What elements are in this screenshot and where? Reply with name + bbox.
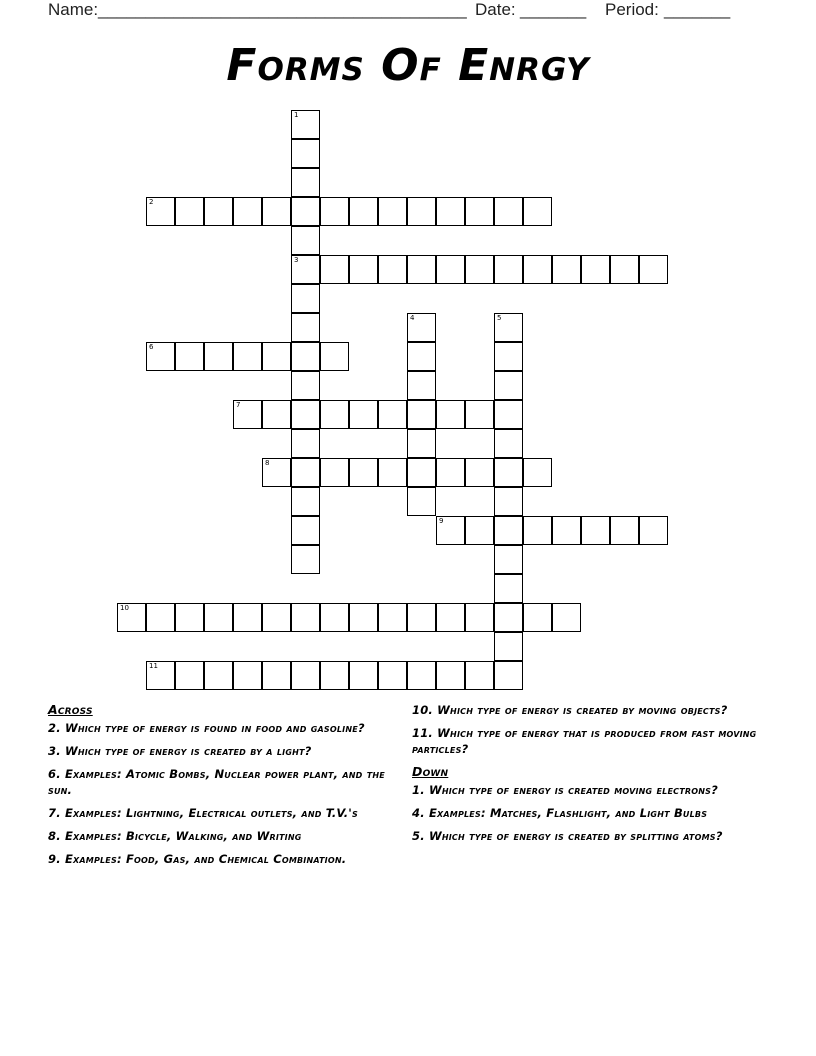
grid-cell[interactable] bbox=[262, 400, 291, 429]
grid-cell[interactable] bbox=[465, 255, 494, 284]
grid-cell[interactable] bbox=[552, 603, 581, 632]
grid-cell[interactable] bbox=[639, 255, 668, 284]
grid-cell[interactable] bbox=[494, 400, 523, 429]
grid-cell[interactable] bbox=[320, 661, 349, 690]
grid-cell[interactable] bbox=[494, 603, 523, 632]
grid-cell[interactable] bbox=[581, 255, 610, 284]
grid-cell[interactable] bbox=[262, 342, 291, 371]
grid-cell[interactable] bbox=[436, 458, 465, 487]
clue-number: 2 bbox=[149, 198, 154, 206]
clue-down-1: 1. Which type of energy is created moving electrons? bbox=[412, 783, 718, 797]
grid-cell[interactable] bbox=[407, 313, 436, 342]
grid-cell[interactable] bbox=[465, 661, 494, 690]
grid-cell[interactable] bbox=[465, 458, 494, 487]
grid-cell[interactable] bbox=[378, 400, 407, 429]
grid-cell[interactable] bbox=[494, 545, 523, 574]
clue-across-7: 7. Examples: Lightning, Electrical outlets, and T.V.'s bbox=[48, 806, 358, 820]
grid-cell[interactable] bbox=[610, 255, 639, 284]
clue-number: 3 bbox=[294, 256, 299, 264]
clue-down-5: 5. Which type of energy is created by splitting atoms? bbox=[412, 829, 723, 843]
grid-cell[interactable] bbox=[407, 603, 436, 632]
clue-number: 1 bbox=[294, 111, 299, 119]
grid-cell[interactable] bbox=[146, 342, 175, 371]
clue-across-10: 10. Which type of energy is created by moving objects? bbox=[412, 703, 728, 717]
grid-cell[interactable] bbox=[349, 255, 378, 284]
grid-cell[interactable] bbox=[465, 400, 494, 429]
grid-cell[interactable] bbox=[494, 313, 523, 342]
grid-cell[interactable] bbox=[204, 342, 233, 371]
grid-cell[interactable] bbox=[378, 255, 407, 284]
grid-cell[interactable] bbox=[291, 313, 320, 342]
grid-cell[interactable] bbox=[523, 516, 552, 545]
grid-cell[interactable] bbox=[436, 400, 465, 429]
clue-number: 10 bbox=[120, 604, 129, 612]
grid-cell[interactable] bbox=[320, 458, 349, 487]
grid-cell[interactable] bbox=[407, 661, 436, 690]
grid-cell[interactable] bbox=[291, 545, 320, 574]
grid-cell[interactable] bbox=[291, 197, 320, 226]
grid-cell[interactable] bbox=[233, 400, 262, 429]
grid-cell[interactable] bbox=[494, 487, 523, 516]
grid-cell[interactable] bbox=[320, 255, 349, 284]
grid-cell[interactable] bbox=[494, 342, 523, 371]
grid-cell[interactable] bbox=[523, 255, 552, 284]
name-line[interactable]: _______________________________________ bbox=[98, 0, 467, 19]
period-line[interactable]: _______ bbox=[664, 0, 731, 19]
grid-cell[interactable] bbox=[465, 197, 494, 226]
grid-cell[interactable] bbox=[262, 197, 291, 226]
grid-cell[interactable] bbox=[233, 661, 262, 690]
grid-cell[interactable] bbox=[291, 342, 320, 371]
clue-across-8: 8. Examples: Bicycle, Walking, and Writing bbox=[48, 829, 302, 843]
grid-cell[interactable] bbox=[320, 342, 349, 371]
grid-cell[interactable] bbox=[262, 661, 291, 690]
grid-cell[interactable] bbox=[291, 226, 320, 255]
clue-across-9: 9. Examples: Food, Gas, and Chemical Combination. bbox=[48, 852, 347, 866]
grid-cell[interactable] bbox=[610, 516, 639, 545]
grid-cell[interactable] bbox=[262, 458, 291, 487]
clue-number: 4 bbox=[410, 314, 415, 322]
grid-cell[interactable] bbox=[407, 458, 436, 487]
clue-number: 5 bbox=[497, 314, 502, 322]
grid-cell[interactable] bbox=[349, 603, 378, 632]
clue-across-2: 2. Which type of energy is found in food and gasoline? bbox=[48, 721, 365, 735]
grid-cell[interactable] bbox=[291, 255, 320, 284]
date-label: Date: bbox=[475, 0, 516, 19]
grid-cell[interactable] bbox=[436, 661, 465, 690]
grid-cell[interactable] bbox=[639, 516, 668, 545]
across-down-clues bbox=[412, 702, 768, 851]
grid-cell[interactable] bbox=[465, 516, 494, 545]
grid-cell[interactable] bbox=[378, 661, 407, 690]
grid-cell[interactable] bbox=[146, 197, 175, 226]
clue-number: 6 bbox=[149, 343, 154, 351]
grid-cell[interactable] bbox=[291, 400, 320, 429]
header bbox=[48, 0, 788, 20]
clue-across-3: 3. Which type of energy is created by a light? bbox=[48, 744, 312, 758]
grid-cell[interactable] bbox=[523, 603, 552, 632]
grid-cell[interactable] bbox=[407, 400, 436, 429]
grid-cell[interactable] bbox=[581, 516, 610, 545]
grid-cell[interactable] bbox=[291, 284, 320, 313]
clue-down-4: 4. Examples: Matches, Flashlight, and Light Bulbs bbox=[412, 806, 708, 820]
across-heading: Across bbox=[48, 702, 93, 717]
grid-cell[interactable] bbox=[262, 603, 291, 632]
page-title: Forms Of Enrgy bbox=[226, 40, 590, 91]
grid-cell[interactable] bbox=[291, 487, 320, 516]
clue-number: 8 bbox=[265, 459, 270, 467]
name-label: Name: bbox=[48, 0, 99, 19]
grid-cell[interactable] bbox=[552, 516, 581, 545]
grid-cell[interactable] bbox=[291, 661, 320, 690]
grid-cell[interactable] bbox=[320, 197, 349, 226]
grid-cell[interactable] bbox=[175, 603, 204, 632]
grid-cell[interactable] bbox=[291, 371, 320, 400]
grid-cell[interactable] bbox=[146, 603, 175, 632]
date-line[interactable]: _______ bbox=[520, 0, 587, 19]
clue-number: 9 bbox=[439, 517, 444, 525]
grid-cell[interactable] bbox=[436, 197, 465, 226]
grid-cell[interactable] bbox=[291, 458, 320, 487]
grid-cell[interactable] bbox=[204, 603, 233, 632]
grid-cell[interactable] bbox=[378, 458, 407, 487]
grid-cell[interactable] bbox=[494, 661, 523, 690]
grid-cell[interactable] bbox=[523, 458, 552, 487]
grid-cell[interactable] bbox=[320, 400, 349, 429]
grid-cell[interactable] bbox=[349, 197, 378, 226]
grid-cell[interactable] bbox=[523, 197, 552, 226]
grid-cell[interactable] bbox=[233, 342, 262, 371]
grid-cell[interactable] bbox=[146, 661, 175, 690]
grid-cell[interactable] bbox=[494, 429, 523, 458]
grid-cell[interactable] bbox=[291, 168, 320, 197]
down-heading: Down bbox=[412, 764, 449, 779]
grid-cell[interactable] bbox=[291, 139, 320, 168]
clue-number: 11 bbox=[149, 662, 158, 670]
grid-cell[interactable] bbox=[291, 603, 320, 632]
grid-cell[interactable] bbox=[175, 661, 204, 690]
across-clues bbox=[48, 702, 388, 874]
period-label: Period: bbox=[605, 0, 659, 19]
grid-cell[interactable] bbox=[407, 487, 436, 516]
grid-cell[interactable] bbox=[320, 603, 349, 632]
grid-cell[interactable] bbox=[291, 429, 320, 458]
grid-cell[interactable] bbox=[291, 516, 320, 545]
grid-cell[interactable] bbox=[494, 197, 523, 226]
grid-cell[interactable] bbox=[436, 255, 465, 284]
grid-cell[interactable] bbox=[378, 603, 407, 632]
grid-cell[interactable] bbox=[407, 197, 436, 226]
grid-cell[interactable] bbox=[175, 342, 204, 371]
grid-cell[interactable] bbox=[494, 574, 523, 603]
grid-cell[interactable] bbox=[349, 458, 378, 487]
clue-across-11: 11. Which type of energy that is produced from fast moving particles? bbox=[412, 726, 757, 756]
grid-cell[interactable] bbox=[494, 371, 523, 400]
grid-cell[interactable] bbox=[349, 661, 378, 690]
grid-cell[interactable] bbox=[204, 197, 233, 226]
grid-cell[interactable] bbox=[204, 661, 233, 690]
grid-cell[interactable] bbox=[407, 255, 436, 284]
grid-cell[interactable] bbox=[407, 342, 436, 371]
grid-cell[interactable] bbox=[117, 603, 146, 632]
grid-cell[interactable] bbox=[494, 516, 523, 545]
grid-cell[interactable] bbox=[436, 516, 465, 545]
grid-cell[interactable] bbox=[291, 110, 320, 139]
grid-cell[interactable] bbox=[175, 197, 204, 226]
grid-cell[interactable] bbox=[552, 255, 581, 284]
grid-cell[interactable] bbox=[494, 632, 523, 661]
grid-cell[interactable] bbox=[494, 255, 523, 284]
grid-cell[interactable] bbox=[349, 400, 378, 429]
grid-cell[interactable] bbox=[233, 197, 262, 226]
grid-cell[interactable] bbox=[378, 197, 407, 226]
grid-cell[interactable] bbox=[436, 603, 465, 632]
grid-cell[interactable] bbox=[465, 603, 494, 632]
clue-number: 7 bbox=[236, 401, 241, 409]
grid-cell[interactable] bbox=[407, 429, 436, 458]
grid-cell[interactable] bbox=[233, 603, 262, 632]
grid-cell[interactable] bbox=[407, 371, 436, 400]
grid-cell[interactable] bbox=[494, 458, 523, 487]
clue-across-6: 6. Examples: Atomic Bombs, Nuclear power plant, and the sun. bbox=[48, 767, 385, 797]
